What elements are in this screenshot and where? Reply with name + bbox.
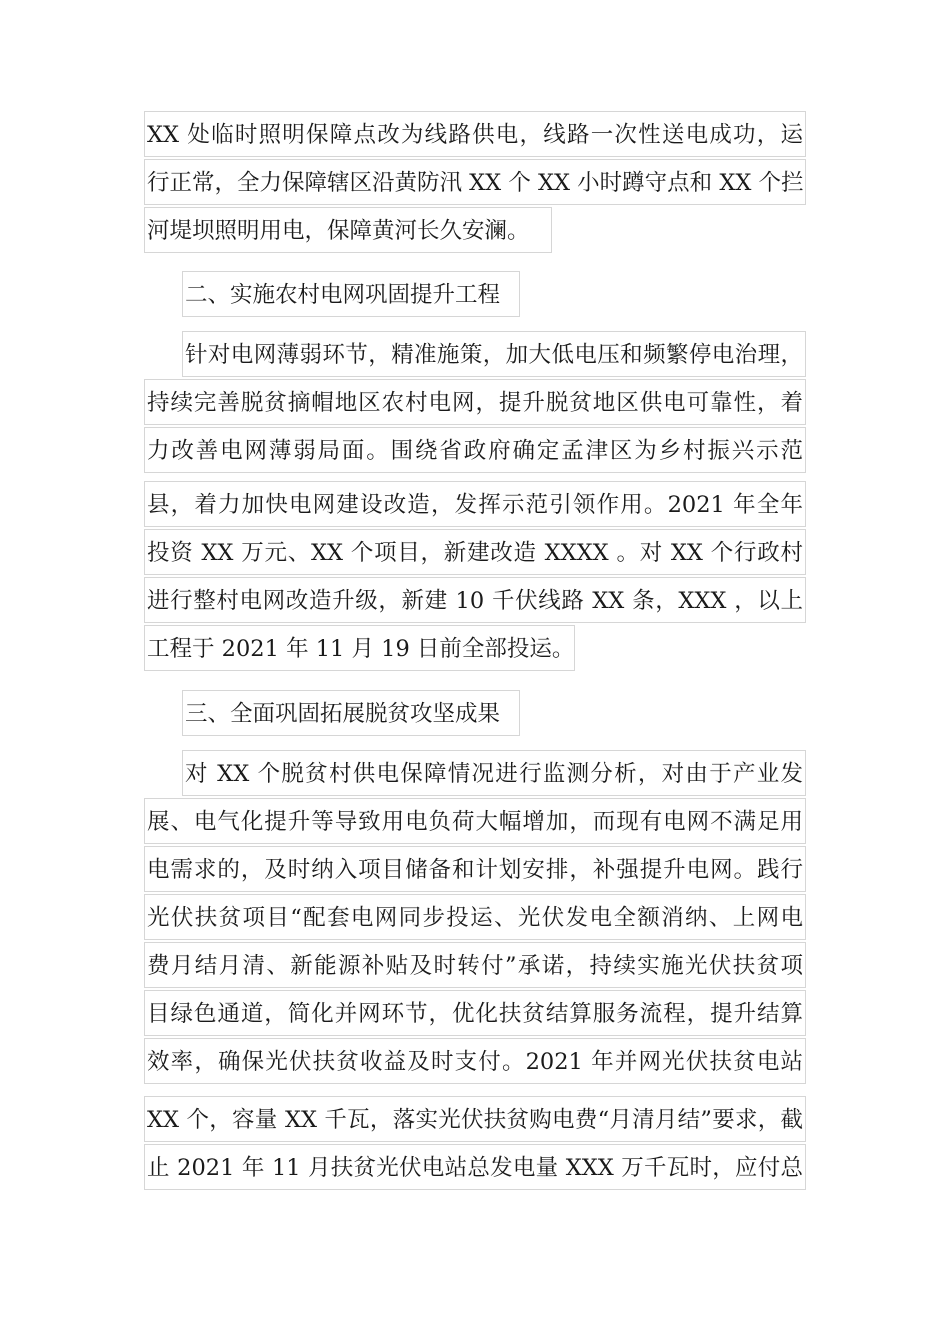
section-heading: 二、实施农村电网巩固提升工程 <box>182 271 520 317</box>
paragraph-line: 针对电网薄弱环节，精准施策，加大低电压和频繁停电治理， <box>182 331 806 377</box>
paragraph-line: XX 处临时照明保障点改为线路供电，线路一次性送电成功，运 <box>144 111 806 157</box>
paragraph-line: 持续完善脱贫摘帽地区农村电网，提升脱贫地区供电可靠性，着 <box>144 379 806 425</box>
paragraph-line: 力改善电网薄弱局面。围绕省政府确定孟津区为乡村振兴示范 <box>144 427 806 473</box>
paragraph-line: XX 个，容量 XX 千瓦，落实光伏扶贫购电费“月清月结”要求，截 <box>144 1096 806 1142</box>
paragraph-line: 县，着力加快电网建设改造，发挥示范引领作用。2021 年全年 <box>144 481 806 527</box>
paragraph-line: 止 2021 年 11 月扶贫光伏电站总发电量 XXX 万千瓦时，应付总 <box>144 1144 806 1190</box>
paragraph-line: 光伏扶贫项目“配套电网同步投运、光伏发电全额消纳、上网电 <box>144 894 806 940</box>
paragraph-line: 河堤坝照明用电，保障黄河长久安澜。 <box>144 207 552 253</box>
paragraph-line: 投资 XX 万元、XX 个项目，新建改造 XXXX 。对 XX 个行政村 <box>144 529 806 575</box>
paragraph-line: 展、电气化提升等导致用电负荷大幅增加，而现有电网不满足用 <box>144 798 806 844</box>
paragraph-line: 行正常，全力保障辖区沿黄防汛 XX 个 XX 小时蹲守点和 XX 个拦 <box>144 159 806 205</box>
paragraph-line: 对 XX 个脱贫村供电保障情况进行监测分析，对由于产业发 <box>182 750 806 796</box>
paragraph-line: 进行整村电网改造升级，新建 10 千伏线路 XX 条，XXX ，以上 <box>144 577 806 623</box>
paragraph-line: 费月结月清、新能源补贴及时转付”承诺，持续实施光伏扶贫项 <box>144 942 806 988</box>
paragraph-line: 电需求的，及时纳入项目储备和计划安排，补强提升电网。践行 <box>144 846 806 892</box>
paragraph-line: 效率，确保光伏扶贫收益及时支付。2021 年并网光伏扶贫电站 <box>144 1038 806 1084</box>
paragraph-line: 目绿色通道，简化并网环节，优化扶贫结算服务流程，提升结算 <box>144 990 806 1036</box>
paragraph-line: 工程于 2021 年 11 月 19 日前全部投运。 <box>144 625 575 671</box>
section-heading: 三、全面巩固拓展脱贫攻坚成果 <box>182 690 520 736</box>
